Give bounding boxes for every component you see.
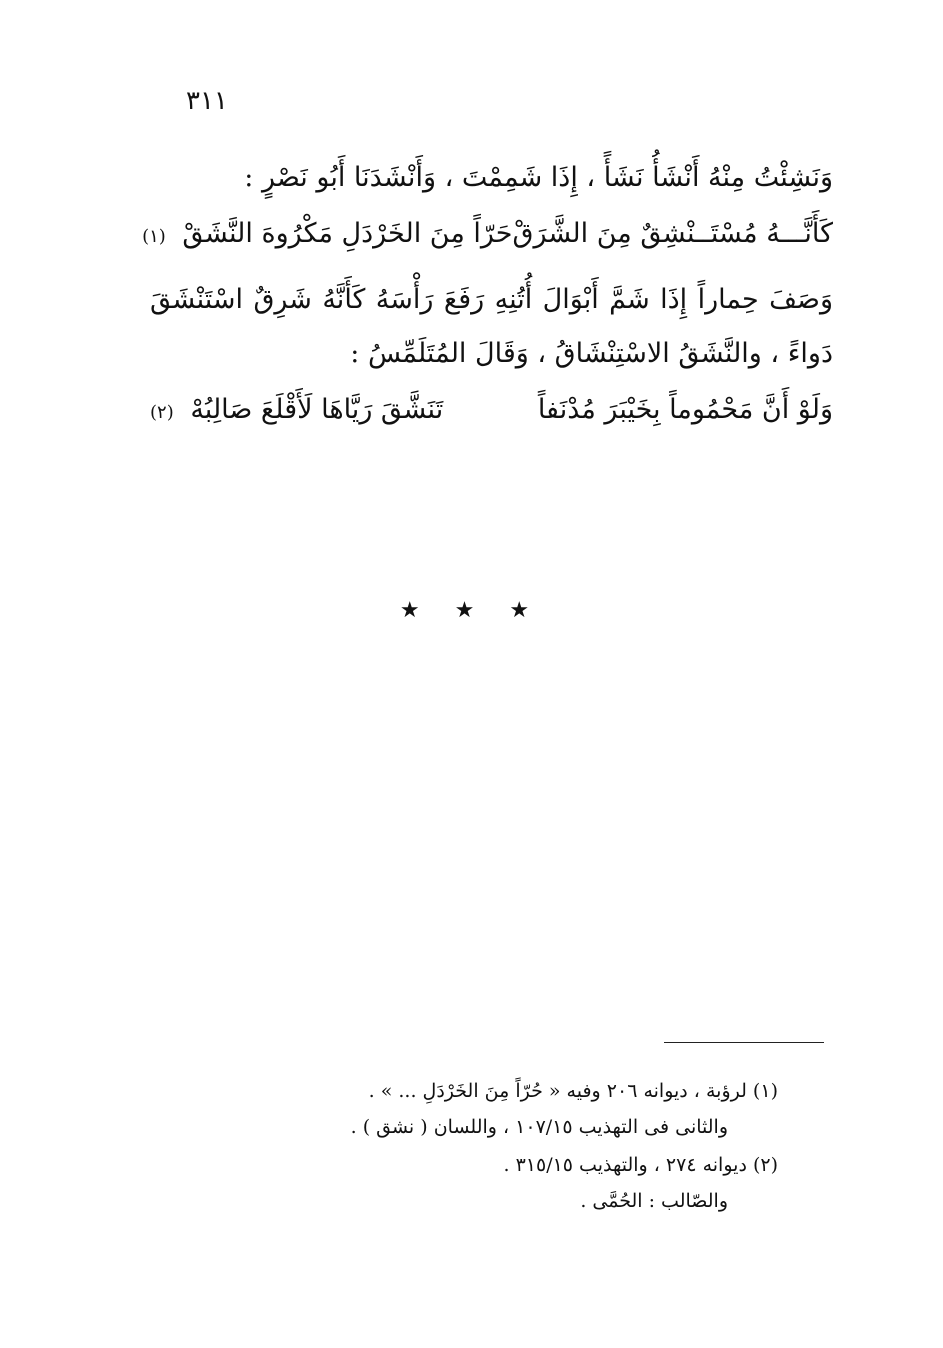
verse-2-first-hemistich: وَلَوْ أَنَّ مَحْمُوماً بِخَيْبَرَ مُدْنَفاً [537, 394, 833, 425]
verse-2-second-hemistich [150, 390, 443, 433]
footnote-marker-2: (٢) [150, 402, 174, 423]
section-separator-stars: ★ ★ ★ [399, 598, 544, 623]
footnote-1-line-2: والثانى فى التهذيب ١٠٧/١٥ ، واللسان ( نشق ) . [350, 1116, 728, 1138]
verse-2-second-hemistich-text: تَنَشَّقَ رَيَّاهَا لَأَقْلَعَ صَالِبُهْ [190, 394, 444, 425]
prose-line-3: دَواءً ، والنَّشَقُ الاسْتِنْشَاقُ ، وَقَالَ المُتَلَمِّسُ : [350, 338, 833, 369]
footnote-1-line-1: (١) لرؤبة ، ديوانه ٢٠٦ وفيه « حُرّاً مِنَ الخَرْدَلِ ... » . [368, 1080, 778, 1102]
footnote-2-line-2: والصّالب : الحُمَّى . [580, 1190, 728, 1212]
verse-1-second-hemistich [142, 214, 512, 257]
verse-1-first-hemistich: كَأَنَّـــهُ مُسْتَــنْشِقٌ مِنَ الشَّرَقْ [512, 218, 833, 249]
prose-line-2: وَصَفَ حِماراً إِذَا شَمَّ أَبْوَالَ أُتُنِهِ رَفَعَ رَأْسَهُ كَأَنَّهُ شَرِقٌ اسْتَنْشَقَ [150, 284, 833, 315]
prose-line-1: وَنَشِئْتُ مِنْهُ أَنْشَأُ نَشَأً ، إِذَا شَمِمْتَ ، وَأَنْشَدَنَا أَبُو نَصْرٍ : [244, 162, 833, 193]
verse-1 [142, 214, 833, 257]
footnote-marker-1: (١) [142, 226, 166, 247]
verse-2 [150, 390, 833, 433]
footnote-2-line-1: (٢) ديوانه ٢٧٤ ، والتهذيب ٣١٥/١٥ . [503, 1154, 778, 1176]
footnote-divider [664, 1042, 824, 1043]
page-number: ٣١١ [186, 86, 228, 116]
verse-1-second-hemistich-text: حَرّاً مِنَ الخَرْدَلِ مَكْرُوهَ النَّشَقْ [182, 218, 513, 249]
